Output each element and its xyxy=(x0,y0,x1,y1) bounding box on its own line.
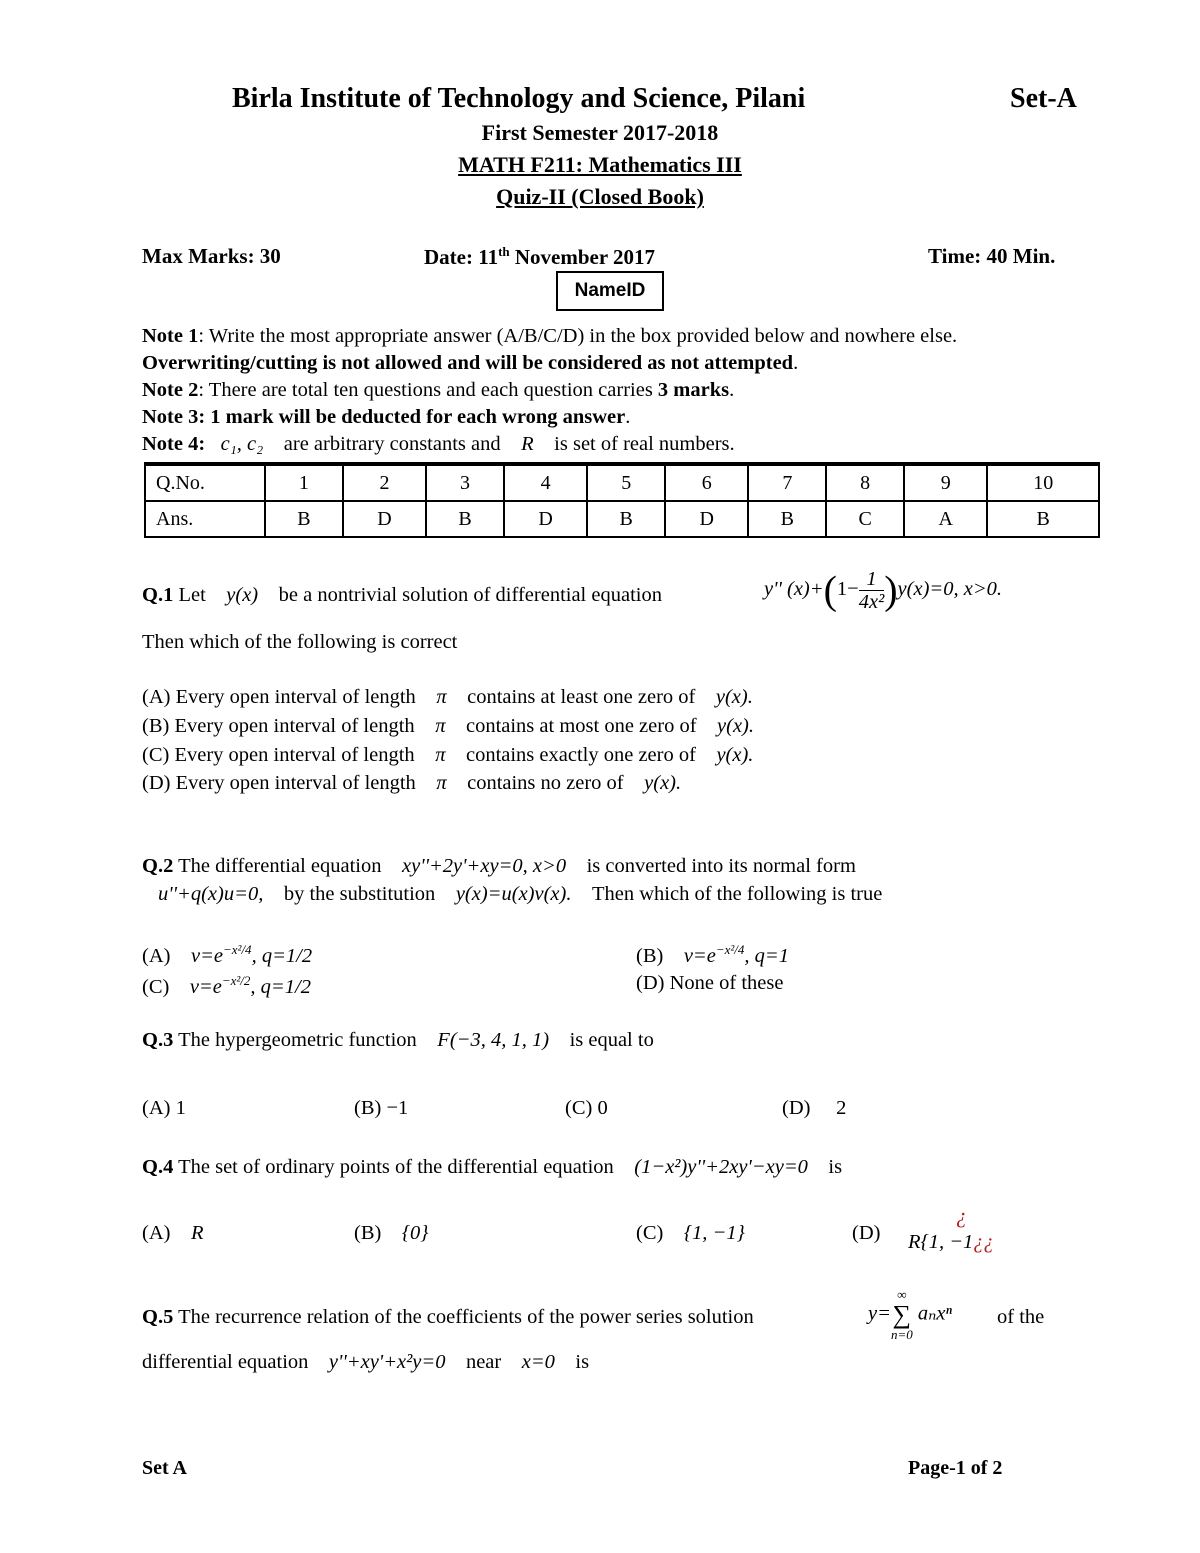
q5-eq: y''+xy'+x²y=0 xyxy=(328,1351,446,1373)
q4-opt-c-label: (C) xyxy=(636,1222,664,1244)
q4-option-d-artifact: ¿ xyxy=(956,1203,967,1228)
q2-text-3: by the substitution xyxy=(283,883,436,905)
q2-text-1: The differential equation xyxy=(178,855,382,877)
note-4-mid: are arbitrary constants and xyxy=(283,433,501,455)
q1-text-1: Let xyxy=(178,584,206,606)
q1-opt-a-pre: (A) Every open interval of length xyxy=(142,686,416,708)
q2-label: Q.2 xyxy=(142,855,174,877)
q3-option-d: (D) 2 xyxy=(782,1097,847,1119)
qno-cell: 2 xyxy=(343,464,426,501)
institute-title: Birla Institute of Technology and Science, Pilani xyxy=(232,83,806,114)
q1-eq-b: y(x)=0, x>0. xyxy=(897,578,1003,601)
qno-cell: 9 xyxy=(904,464,987,501)
answer-cell[interactable]: B xyxy=(587,501,665,537)
q4-option-d xyxy=(908,1231,994,1254)
answer-row xyxy=(145,501,1099,537)
pi-symbol: π xyxy=(435,715,446,737)
answer-cell[interactable]: D xyxy=(504,501,587,537)
q5-text-2: of the xyxy=(997,1306,1045,1328)
q2-opt-b-rest: , q=1 xyxy=(744,944,790,967)
note-4: Note 4: c₁, c₂ are arbitrary constants and R is set of real numbers. xyxy=(142,433,735,455)
note-1-warning: Overwriting/cutting is not allowed and will be considered as not attempted. xyxy=(142,352,799,374)
q4-text-2: is xyxy=(828,1156,843,1178)
q1-opt-c-pre: (C) Every open interval of length xyxy=(142,744,415,766)
q5-point: x=0 xyxy=(521,1351,555,1373)
q1-opt-b-pre: (B) Every open interval of length xyxy=(142,715,415,737)
answer-cell[interactable]: A xyxy=(904,501,987,537)
q2-option-c xyxy=(142,973,311,999)
answer-cell[interactable]: B xyxy=(426,501,504,537)
exam-title: Quiz-II (Closed Book) xyxy=(496,184,704,209)
qno-cell: 5 xyxy=(587,464,665,501)
qno-cell: 6 xyxy=(665,464,748,501)
q1-opt-d-yx: y(x). xyxy=(644,772,682,794)
qno-cell: 8 xyxy=(826,464,904,501)
note-2-bold: 3 marks xyxy=(657,379,730,401)
q5-line-2 xyxy=(142,1351,589,1374)
q1-fraction xyxy=(859,568,885,613)
name-id-box[interactable]: NameID xyxy=(556,271,664,311)
date-prefix: Date: 11 xyxy=(424,245,499,269)
q2-opt-b-label: (B) xyxy=(636,944,664,967)
answer-cell[interactable]: C xyxy=(826,501,904,537)
q2-text-4: Then which of the following is true xyxy=(591,883,883,905)
q4-label: Q.4 xyxy=(142,1156,174,1178)
q1-eq-one: 1− xyxy=(836,578,859,601)
q4-opt-d-tail: ¿¿ xyxy=(973,1231,994,1253)
q5-text-4: near xyxy=(465,1351,502,1373)
q2-opt-a-rest: , q=1/2 xyxy=(251,944,313,967)
q2-option-d: (D) None of these xyxy=(636,972,784,994)
q2-eq-3: y(x)=u(x)v(x). xyxy=(455,883,572,905)
qno-row xyxy=(145,464,1099,501)
exam-date xyxy=(424,244,655,270)
q2-opt-a-exp: −x²/4 xyxy=(223,942,252,957)
footer-page: Page-1 of 2 xyxy=(908,1457,1003,1479)
qno-cell: 7 xyxy=(748,464,826,501)
q3-label: Q.3 xyxy=(142,1029,174,1051)
note-4-R: R xyxy=(521,433,534,455)
sum-symbol: ∞ ∑ n=0 xyxy=(890,1287,913,1342)
q4-opt-a: R xyxy=(190,1222,204,1244)
exam-line xyxy=(0,184,1200,210)
exam-time: Time: 40 Min. xyxy=(928,244,1056,268)
q1-opt-b-yx: y(x). xyxy=(717,715,755,737)
note-3-bold: : 1 mark will be deducted for each wrong answer xyxy=(198,406,626,428)
q1-opt-a-mid: contains at least one zero of xyxy=(467,686,696,708)
q2-opt-b-base: v=e xyxy=(683,944,716,967)
q4-option-d-label: (D) xyxy=(852,1222,881,1244)
qno-cell: 1 xyxy=(265,464,343,501)
q4-eq: (1−x²)y''+2xy'−xy=0 xyxy=(634,1156,808,1178)
q2-line-2 xyxy=(158,883,882,906)
q5-stem xyxy=(142,1306,754,1329)
q5-term: aₙxⁿ xyxy=(917,1302,952,1325)
answer-table xyxy=(144,462,1100,538)
q2-eq-2: u''+q(x)u=0, xyxy=(158,883,264,905)
q2-opt-c-base: v=e xyxy=(189,975,222,998)
q5-label: Q.5 xyxy=(142,1306,174,1328)
q3-text-1: The hypergeometric function xyxy=(178,1029,417,1051)
note-2-text: : There are total ten questions and each question carries xyxy=(198,379,658,401)
footer-set: Set A xyxy=(142,1457,187,1479)
semester-line: First Semester 2017-2018 xyxy=(481,120,719,145)
pi-symbol: π xyxy=(435,744,446,766)
q1-option-c xyxy=(142,744,753,767)
q5-text-5: is xyxy=(575,1351,590,1373)
sum-top: ∞ xyxy=(897,1287,907,1302)
q1-text-2: be a nontrivial solution of differential equation xyxy=(278,584,662,606)
answer-cell[interactable]: B xyxy=(748,501,826,537)
answer-cell[interactable]: D xyxy=(665,501,748,537)
q2-eq-1: xy''+2y'+xy=0, x>0 xyxy=(402,855,567,877)
q4-option-b xyxy=(354,1222,428,1245)
q3-option-b: (B) −1 xyxy=(354,1097,409,1119)
q1-opt-d-pre: (D) Every open interval of length xyxy=(142,772,416,794)
q4-text-1: The set of ordinary points of the differential equation xyxy=(178,1156,614,1178)
q2-option-b xyxy=(636,942,789,968)
q1-line-2: Then which of the following is correct xyxy=(142,631,458,653)
q2-opt-c-exp: −x²/2 xyxy=(221,973,251,988)
q4-opt-a-label: (A) xyxy=(142,1222,171,1244)
q4-opt-d: R{1, −1 xyxy=(908,1231,974,1253)
note-1 xyxy=(142,325,957,348)
q3-text-2: is equal to xyxy=(569,1029,654,1051)
q4-stem xyxy=(142,1156,842,1179)
q5-text-3: differential equation xyxy=(142,1351,309,1373)
note-2: Note 2: There are total ten questions and each question carries 3 marks. xyxy=(142,379,735,401)
course-line xyxy=(0,152,1200,178)
answer-cell[interactable]: B xyxy=(265,501,343,537)
q2-opt-a-label: (A) xyxy=(142,944,171,967)
qno-cell: 10 xyxy=(987,464,1099,501)
q1-opt-d-mid: contains no zero of xyxy=(467,772,624,794)
date-sup: th xyxy=(498,244,510,259)
q3-stem xyxy=(142,1029,654,1052)
note-1-label: Note 1 xyxy=(142,325,199,347)
q1-opt-b-mid: contains at most one zero of xyxy=(465,715,697,737)
max-marks: Max Marks: 30 xyxy=(142,244,281,268)
q2-stem xyxy=(142,855,856,878)
answer-row-label: Ans. xyxy=(145,501,265,537)
q1-opt-c-mid: contains exactly one zero of xyxy=(465,744,696,766)
note-4-label: Note 4 xyxy=(142,433,199,455)
note-1-text: : Write the most appropriate answer (A/B/C/D) in the box provided below and nowhere else. xyxy=(198,325,958,347)
q1-option-a xyxy=(142,686,753,709)
q2-option-a xyxy=(142,942,312,968)
q1-frac-den: 4x² xyxy=(858,591,885,613)
note-3-label: Note 3 xyxy=(142,406,199,428)
pi-symbol: π xyxy=(436,686,447,708)
note-2-label: Note 2 xyxy=(142,379,199,401)
q2-opt-c-label: (C) xyxy=(142,975,170,998)
q5-text-1: The recurrence relation of the coefficients of the power series solution xyxy=(178,1306,754,1328)
pi-symbol: π xyxy=(436,772,447,794)
q1-opt-c-yx: y(x). xyxy=(716,744,754,766)
q1-yx: y(x) xyxy=(226,584,259,606)
q3-eq: F(−3, 4, 1, 1) xyxy=(437,1029,550,1051)
q1-option-d xyxy=(142,772,681,795)
note-3: Note 3: 1 mark will be deducted for each wrong answer. xyxy=(142,406,631,428)
qno-row-label: Q.No. xyxy=(145,464,265,501)
q2-text-2: is converted into its normal form xyxy=(586,855,856,877)
q1-opt-a-yx: y(x). xyxy=(715,686,753,708)
q1-eq-a: y'' (x)+ xyxy=(764,578,824,601)
q5-series xyxy=(868,1288,952,1342)
note-4-constants: c₁, c₂ xyxy=(220,433,264,455)
note-4-end: is set of real numbers. xyxy=(554,433,735,455)
q4-opt-b: {0} xyxy=(401,1222,429,1244)
q1-label: Q.1 xyxy=(142,584,174,606)
course-title: MATH F211: Mathematics III xyxy=(458,152,742,177)
q4-option-a xyxy=(142,1222,204,1245)
q2-opt-a-base: v=e xyxy=(190,944,223,967)
q4-opt-b-label: (B) xyxy=(354,1222,382,1244)
q1-frac-num: 1 xyxy=(859,568,885,591)
q4-option-c xyxy=(636,1222,745,1245)
q4-opt-c: {1, −1} xyxy=(683,1222,745,1244)
q1-equation: y'' (x)+(1− $\frac{1}{\text{4x²}}$ )y(x)=0, x>0. xyxy=(764,567,1003,613)
q2-opt-b-exp: −x²/4 xyxy=(715,942,745,957)
q3-option-c: (C) 0 xyxy=(565,1097,608,1119)
answer-cell[interactable]: B xyxy=(987,501,1099,537)
note-1-bold: Overwriting/cutting is not allowed and will be considered as not attempted xyxy=(142,352,794,374)
answer-cell[interactable]: D xyxy=(343,501,426,537)
qno-cell: 4 xyxy=(504,464,587,501)
date-suffix: November 2017 xyxy=(509,245,656,269)
set-label: Set-A xyxy=(1010,83,1077,114)
q1-option-b xyxy=(142,715,754,738)
q5-y-eq: y= xyxy=(868,1302,891,1325)
q2-opt-c-rest: , q=1/2 xyxy=(250,975,311,998)
q1-stem xyxy=(142,584,662,607)
q3-option-a: (A) 1 xyxy=(142,1097,186,1119)
qno-cell: 3 xyxy=(426,464,504,501)
sum-bottom: n=0 xyxy=(890,1327,913,1342)
